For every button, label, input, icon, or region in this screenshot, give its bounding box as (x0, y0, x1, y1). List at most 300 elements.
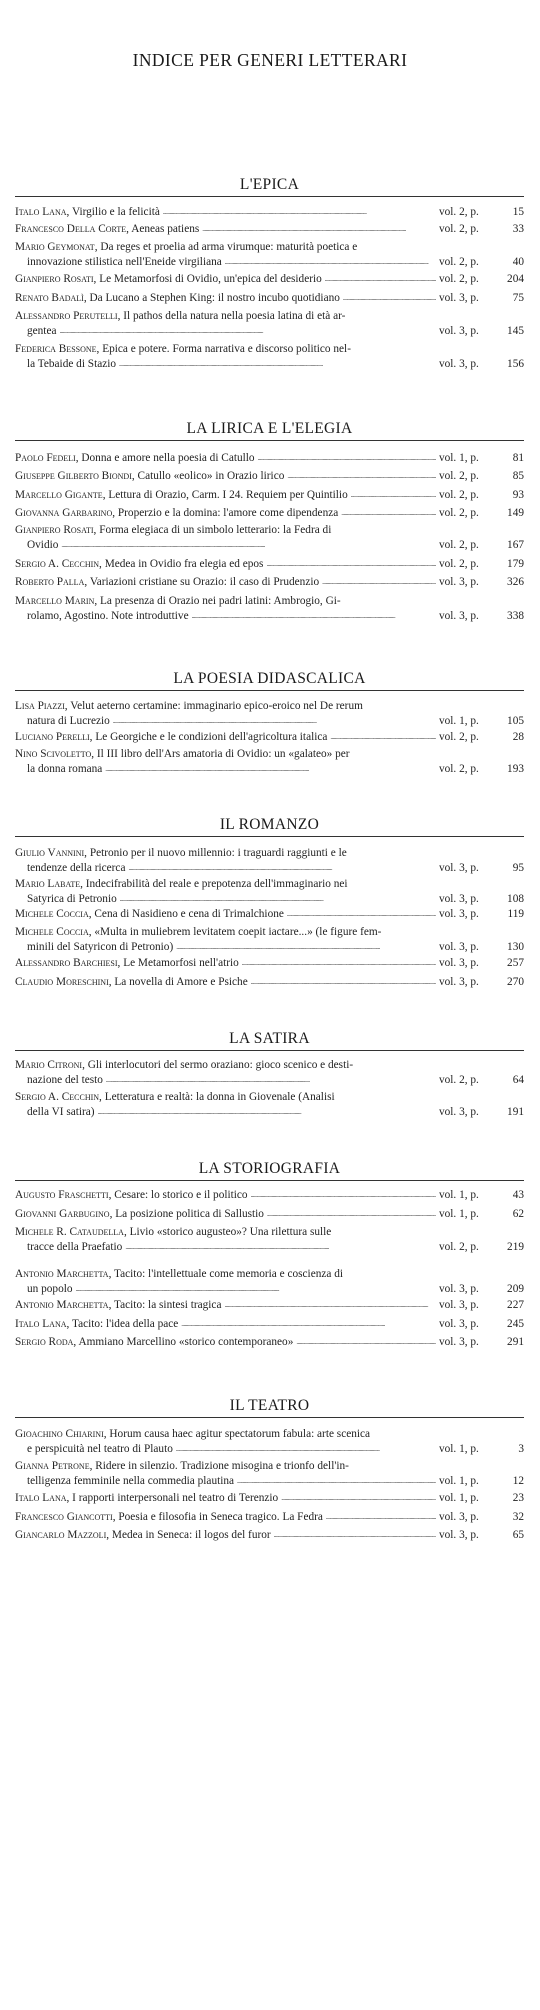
entry-line (15, 575, 524, 590)
dot-leader (27, 538, 436, 554)
dot-leader: Claudio Moreschini, La novella di Amore e Psiche . . . (15, 975, 436, 991)
entry-volume: vol. 1, p. (439, 1189, 479, 1201)
entry-title: Da Lucano a Stephen King: il nostro incubo quotidiano (89, 292, 340, 304)
entry-title: Tacito: l'idea della pace (71, 1318, 179, 1330)
entry-line (15, 1474, 524, 1489)
entry-title: innovazione stilistica nell'Eneide virgiliana (27, 256, 222, 268)
entry-author: Francesco Della Corte (15, 223, 127, 235)
section-title: LA LIRICA E L'ELEGIA (186, 420, 353, 437)
entry-line (15, 907, 524, 922)
index-entry (15, 523, 524, 553)
entry-author: Gianpiero Rosati (15, 273, 94, 285)
entry-page-number: 3 (518, 1443, 524, 1455)
entry-title: Velut aeterno certamine: immaginario epico-eroico nel De rerum (70, 700, 363, 712)
entry-author: Mario Citroni (15, 1059, 83, 1071)
entry-volume: vol. 3, p. (439, 1318, 479, 1330)
entry-line (15, 956, 524, 971)
entry-page-number: 326 (507, 576, 524, 588)
entry-page-number: 204 (507, 273, 524, 285)
index-entry (15, 309, 524, 339)
entry-page-number: 28 (512, 731, 524, 743)
entry-title: Da reges et proelia ad arma virumque: maturità poetica e (100, 241, 358, 253)
index-entry (15, 222, 524, 237)
index-entry (15, 1317, 524, 1332)
entry-author: Michele R. Cataudella (15, 1226, 124, 1238)
entry-author: Paolo Fedeli (15, 452, 76, 464)
entry-page-number: 65 (512, 1529, 524, 1541)
entry-author: Alessandro Barchiesi (15, 957, 118, 969)
entry-line: Giulio Vannini, Petronio per il nuovo millennio: i traguardi raggiunti e le (15, 847, 347, 859)
index-entry (15, 272, 524, 287)
entry-author: Gianna Petrone (15, 1460, 90, 1472)
dot-leader (27, 609, 436, 625)
entry-line (15, 1105, 524, 1120)
entry-line (15, 538, 524, 553)
entry-line: Sergio A. Cecchin, Letteratura e realtà: la donna in Giovenale (Analisi (15, 1091, 335, 1103)
entry-volume: vol. 2, p. (439, 206, 479, 218)
index-entry (15, 291, 524, 306)
entry-volume: vol. 2, p. (439, 507, 479, 519)
dot-leader: Italo Lana, I rapporti interpersonali nel teatro di Terenzio . . . (15, 1491, 436, 1507)
entry-author: Marcello Marin (15, 595, 95, 607)
entry-title: Forma elegiaca di un simbolo letterario: la Fedra di (99, 524, 332, 536)
index-entry (15, 1090, 524, 1120)
entry-volume: vol. 3, p. (439, 1529, 479, 1541)
entry-title: Le Metamorfosi di Ovidio, un'epica del desiderio (99, 273, 322, 285)
index-entry (15, 342, 524, 372)
entry-line: Gianpiero Rosati, Forma elegiaca di un simbolo letterario: la Fedra di (15, 524, 332, 536)
entry-author: Giovanna Garbarino (15, 507, 113, 519)
entry-volume: vol. 3, p. (439, 292, 479, 304)
entry-author: Gianpiero Rosati (15, 524, 94, 536)
dot-leader (27, 1240, 436, 1256)
dot-leader: Alessandro Barchiesi, Le Metamorfosi nell'atrio . . . (15, 956, 436, 972)
entry-line (15, 255, 524, 270)
index-entry (15, 469, 524, 484)
entry-author: Giuseppe Gilberto Biondi (15, 470, 132, 482)
entry-line (15, 1317, 524, 1332)
entry-page-number: 193 (507, 763, 524, 775)
entry-title: I rapporti interpersonali nel teatro di Terenzio (72, 1492, 279, 1504)
index-entry (15, 975, 524, 990)
entry-author: Claudio Moreschini (15, 976, 109, 988)
index-entry (15, 594, 524, 624)
entry-volume: vol. 2, p. (439, 256, 479, 268)
entry-author: Roberto Palla (15, 576, 85, 588)
dot-leader: Gianpiero Rosati, Le Metamorfosi di Ovidio, un'epica del desiderio . . . (15, 272, 436, 288)
dot-leader: Sergio A. Cecchin, Medea in Ovidio fra elegia ed epos . . . (15, 557, 436, 573)
dot-leader (27, 1105, 436, 1121)
entry-title: Poesia e filosofia in Seneca tragico. La Fedra (118, 1511, 323, 1523)
entry-page-number: 291 (507, 1336, 524, 1348)
entry-title: Catullo «eolico» in Orazio lirico (137, 470, 285, 482)
entry-volume: vol. 3, p. (439, 957, 479, 969)
entry-page-number: 75 (512, 292, 524, 304)
entry-volume: vol. 3, p. (439, 576, 479, 588)
entry-title: natura di Lucrezio (27, 715, 110, 727)
entry-line (15, 357, 524, 372)
entry-page-number: 179 (507, 558, 524, 570)
entry-volume: vol. 1, p. (439, 1443, 479, 1455)
dot-leader: Italo Lana, Tacito: l'idea della pace . . . (15, 1317, 436, 1333)
entry-title: Livio «storico augusteo»? Una rilettura sulle (129, 1226, 332, 1238)
dot-leader: Francesco Della Corte, Aeneas patiens . . . (15, 222, 436, 238)
dot-leader: Sergio Roda, Ammiano Marcellino «storico contemporaneo» . . . (15, 1335, 436, 1351)
section-title: L'EPICA (239, 176, 300, 193)
dot-leader (27, 1282, 436, 1298)
entry-volume: vol. 1, p. (439, 1475, 479, 1487)
entry-line (15, 488, 524, 503)
index-entry (15, 240, 524, 270)
entry-line (15, 222, 524, 237)
entry-page-number: 149 (507, 507, 524, 519)
section-title: LA STORIOGRAFIA (198, 1160, 341, 1177)
entry-line: Antonio Marchetta, Tacito: l'intellettuale come memoria e coscienza di (15, 1268, 343, 1280)
entry-volume: vol. 2, p. (439, 223, 479, 235)
entry-page-number: 209 (507, 1283, 524, 1295)
entry-author: Nino Scivoletto (15, 748, 92, 760)
section-title: IL ROMANZO (219, 816, 320, 833)
dot-leader: Giuseppe Gilberto Biondi, Catullo «eolico» in Orazio lirico . . . (15, 469, 436, 485)
entry-title: Gli interlocutori del sermo oraziano: gioco scenico e desti- (87, 1059, 354, 1071)
entry-page-number: 119 (507, 908, 524, 920)
entry-line: Mario Labate, Indecifrabilità del reale e prepotenza dell'immaginario nei (15, 878, 348, 890)
index-entry (15, 1188, 524, 1203)
entry-title: la Tebaide di Stazio (27, 358, 117, 370)
entry-page-number: 12 (512, 1475, 524, 1487)
entry-author: Gioachino Chiarini (15, 1428, 104, 1440)
section-rule (15, 1180, 524, 1181)
entry-title: Epica e potere. Forma narrativa e discorso politico nel- (102, 343, 351, 355)
entry-title: e perspicuità nel teatro di Plauto (27, 1443, 173, 1455)
entry-author: Giancarlo Mazzoli (15, 1529, 107, 1541)
dot-leader: Francesco Giancotti, Poesia e filosofia in Seneca tragico. La Fedra . . . (15, 1510, 436, 1526)
index-entry (15, 747, 524, 777)
entry-title: minili del Satyricon di Petronio) (27, 941, 174, 953)
entry-title: Le Metamorfosi nell'atrio (123, 957, 239, 969)
section-title: LA SATIRA (229, 1030, 310, 1047)
entry-volume: vol. 3, p. (439, 908, 479, 920)
entry-title: Donna e amore nella poesia di Catullo (81, 452, 255, 464)
entry-line (15, 1335, 524, 1350)
entry-author: Federica Bessone (15, 343, 97, 355)
page-title: INDICE PER GENERI LETTERARI (132, 50, 408, 70)
entry-volume: vol. 3, p. (439, 358, 479, 370)
index-entry (15, 907, 524, 922)
entry-page-number: 191 (507, 1106, 524, 1118)
entry-author: Italo Lana (15, 1318, 67, 1330)
entry-line (15, 762, 524, 777)
entry-page-number: 33 (512, 223, 524, 235)
entry-title: nazione del testo (27, 1074, 103, 1086)
dot-leader: Giovanna Garbarino, Properzio e la domina: l'amore come dipendenza . . . (15, 506, 436, 522)
entry-title: Tacito: la sintesi tragica (114, 1299, 222, 1311)
dot-leader: Augusto Fraschetti, Cesare: lo storico e il politico . . . (15, 1188, 436, 1204)
entry-line: Michele R. Cataudella, Livio «storico augusteo»? Una rilettura sulle (15, 1226, 332, 1238)
section-rule (15, 690, 524, 691)
entry-title: La presenza di Orazio nei padri latini: Ambrogio, Gi- (100, 595, 341, 607)
entry-author: Sergio A. Cecchin (15, 558, 100, 570)
entry-title: Ridere in silenzio. Tradizione misogina e trionfo dell'in- (95, 1460, 349, 1472)
dot-leader (27, 714, 436, 730)
entry-line (15, 861, 524, 876)
entry-author: Francesco Giancotti (15, 1511, 113, 1523)
entry-volume: vol. 3, p. (439, 1511, 479, 1523)
entry-line (15, 205, 524, 220)
entry-line (15, 469, 524, 484)
entry-author: Giovanni Garbugino (15, 1208, 110, 1220)
entry-title: La posizione politica di Sallustio (115, 1208, 264, 1220)
dot-leader (27, 1073, 436, 1089)
entry-author: Mario Geymonat (15, 241, 95, 253)
entry-title: Ovidio (27, 539, 59, 551)
entry-line (15, 324, 524, 339)
index-entry (15, 1427, 524, 1457)
entry-author: Renato Badalì (15, 292, 84, 304)
entry-page-number: 167 (507, 539, 524, 551)
entry-page-number: 62 (512, 1208, 524, 1220)
index-entry (15, 506, 524, 521)
entry-volume: vol. 3, p. (439, 976, 479, 988)
entry-title: Il III libro dell'Ars amatoria di Ovidio: un «galateo» per (96, 748, 350, 760)
dot-leader (27, 861, 436, 877)
entry-line: Mario Geymonat, Da reges et proelia ad arma virumque: maturità poetica e (15, 241, 358, 253)
index-entry (15, 699, 524, 729)
entry-volume: vol. 2, p. (439, 731, 479, 743)
entry-line (15, 609, 524, 624)
entry-page-number: 32 (512, 1511, 524, 1523)
entry-title: Ammiano Marcellino «storico contemporaneo» (78, 1336, 294, 1348)
entry-title: Letteratura e realtà: la donna in Giovenale (Analisi (104, 1091, 335, 1103)
entry-volume: vol. 1, p. (439, 1492, 479, 1504)
index-entry (15, 1058, 524, 1088)
entry-page-number: 145 (507, 325, 524, 337)
section-rule (15, 836, 524, 837)
entry-title: La novella di Amore e Psiche (114, 976, 248, 988)
section-title: LA POESIA DIDASCALICA (173, 670, 366, 687)
entry-volume: vol. 3, p. (439, 941, 479, 953)
entry-line: Lisa Piazzi, Velut aeterno certamine: immaginario epico-eroico nel De rerum (15, 700, 363, 712)
index-entry (15, 1459, 524, 1489)
dot-leader: Luciano Perelli, Le Georgiche e le condizioni dell'agricoltura italica . . . (15, 730, 436, 746)
entry-page-number: 15 (512, 206, 524, 218)
entry-line: Mario Citroni, Gli interlocutori del sermo oraziano: gioco scenico e desti- (15, 1059, 354, 1071)
entry-page-number: 105 (507, 715, 524, 727)
entry-page-number: 257 (507, 957, 524, 969)
entry-title: Petronio per il nuovo millennio: i traguardi raggiunti e le (89, 847, 347, 859)
section-rule (15, 1050, 524, 1051)
dot-leader (27, 1442, 436, 1458)
entry-page-number: 95 (512, 862, 524, 874)
entry-title: gentea (27, 325, 57, 337)
entry-line (15, 557, 524, 572)
entry-title: telligenza femminile nella commedia plautina (27, 1475, 235, 1487)
dot-leader: Giancarlo Mazzoli, Medea in Seneca: il logos del furor . . . (15, 1528, 436, 1544)
entry-page-number: 23 (512, 1492, 524, 1504)
entry-line: Federica Bessone, Epica e potere. Forma narrativa e discorso politico nel- (15, 343, 351, 355)
index-entry (15, 1225, 524, 1255)
entry-line (15, 1442, 524, 1457)
entry-page-number: 156 (507, 358, 524, 370)
entry-volume: vol. 2, p. (439, 539, 479, 551)
entry-author: Lisa Piazzi (15, 700, 65, 712)
entry-title: tracce della Praefatio (27, 1241, 123, 1253)
entry-volume: vol. 3, p. (439, 610, 479, 622)
index-entry (15, 925, 524, 955)
entry-author: Michele Coccia (15, 926, 89, 938)
entry-title: un popolo (27, 1283, 73, 1295)
entry-line (15, 291, 524, 306)
entry-author: Sergio Roda (15, 1336, 74, 1348)
index-entry (15, 575, 524, 590)
entry-title: Aeneas patiens (131, 223, 200, 235)
entry-author: Giulio Vannini (15, 847, 85, 859)
entry-author: Italo Lana (15, 1492, 67, 1504)
entry-line (15, 1282, 524, 1297)
entry-line (15, 940, 524, 955)
entry-author: Antonio Marchetta (15, 1268, 109, 1280)
entry-title: Le Georgiche e le condizioni dell'agricoltura italica (95, 731, 328, 743)
entry-volume: vol. 2, p. (439, 489, 479, 501)
dot-leader (27, 762, 436, 778)
index-entry (15, 451, 524, 466)
entry-line: Michele Coccia, «Multa in muliebrem levitatem coepit iactare...» (le figure fem- (15, 926, 382, 938)
entry-line (15, 1528, 524, 1543)
entry-line (15, 892, 524, 907)
entry-title: Medea in Ovidio fra elegia ed epos (104, 558, 264, 570)
index-entry (15, 488, 524, 503)
entry-line (15, 1073, 524, 1088)
dot-leader (27, 255, 436, 271)
entry-page-number: 40 (512, 256, 524, 268)
entry-title: Tacito: l'intellettuale come memoria e coscienza di (114, 1268, 343, 1280)
entry-title: Properzio e la domina: l'amore come dipendenza (117, 507, 339, 519)
entry-volume: vol. 3, p. (439, 893, 479, 905)
index-entry (15, 730, 524, 745)
entry-title: Indecifrabilità del reale e prepotenza dell'immaginario nei (85, 878, 348, 890)
entry-line: Alessandro Perutelli, Il pathos della natura nella poesia latina di età ar- (15, 310, 346, 322)
entry-author: Sergio A. Cecchin (15, 1091, 100, 1103)
entry-author: Michele Coccia (15, 908, 89, 920)
entry-title: rolamo, Agostino. Note introduttive (27, 610, 189, 622)
entry-volume: vol. 3, p. (439, 1336, 479, 1348)
entry-title: Horum causa haec agitur spectatorum fabula: arte scenica (109, 1428, 371, 1440)
entry-page-number: 270 (507, 976, 524, 988)
entry-title: «Multa in muliebrem levitatem coepit iactare...» (le figure fem- (94, 926, 382, 938)
entry-page-number: 93 (512, 489, 524, 501)
entry-page-number: 219 (507, 1241, 524, 1253)
entry-page-number: 227 (507, 1299, 524, 1311)
entry-volume: vol. 1, p. (439, 715, 479, 727)
entry-page-number: 245 (507, 1318, 524, 1330)
dot-leader (27, 940, 436, 956)
index-entry (15, 1335, 524, 1350)
entry-volume: vol. 2, p. (439, 558, 479, 570)
entry-line (15, 730, 524, 745)
entry-volume: vol. 3, p. (439, 325, 479, 337)
entry-author: Antonio Marchetta (15, 1299, 109, 1311)
entry-volume: vol. 2, p. (439, 273, 479, 285)
entry-title: Cesare: lo storico e il politico (114, 1189, 248, 1201)
section-rule (15, 440, 524, 441)
entry-line: Gianna Petrone, Ridere in silenzio. Tradizione misogina e trionfo dell'in- (15, 1460, 349, 1472)
entry-line: Gioachino Chiarini, Horum causa haec agitur spectatorum fabula: arte scenica (15, 1428, 371, 1440)
index-entry (15, 846, 524, 876)
index-entry (15, 1298, 524, 1313)
entry-volume: vol. 2, p. (439, 1074, 479, 1086)
dot-leader (27, 892, 436, 908)
entry-line (15, 1491, 524, 1506)
entry-line (15, 451, 524, 466)
entry-volume: vol. 3, p. (439, 1283, 479, 1295)
entry-volume: vol. 3, p. (439, 1299, 479, 1311)
entry-line (15, 1207, 524, 1222)
entry-line (15, 975, 524, 990)
dot-leader: Antonio Marchetta, Tacito: la sintesi tragica . . . (15, 1298, 436, 1314)
entry-page-number: 338 (507, 610, 524, 622)
index-entry (15, 205, 524, 220)
entry-page-number: 43 (512, 1189, 524, 1201)
index-entry (15, 956, 524, 971)
entry-author: Marcello Gigante (15, 489, 103, 501)
entry-title: Variazioni cristiane su Orazio: il caso di Prudenzio (89, 576, 320, 588)
dot-leader: Marcello Gigante, Lettura di Orazio, Carm. I 24. Requiem per Quintilio . . . (15, 488, 436, 504)
entry-title: della VI satira) (27, 1106, 95, 1118)
entry-page-number: 130 (507, 941, 524, 953)
entry-volume: vol. 2, p. (439, 1241, 479, 1253)
entry-title: Medea in Seneca: il logos del furor (111, 1529, 271, 1541)
entry-volume: vol. 3, p. (439, 1106, 479, 1118)
dot-leader (27, 1474, 436, 1490)
entry-volume: vol. 2, p. (439, 763, 479, 775)
dot-leader: Michele Coccia, Cena di Nasidieno e cena di Trimalchione . . . (15, 907, 436, 923)
entry-author: Augusto Fraschetti (15, 1189, 109, 1201)
entry-line (15, 714, 524, 729)
entry-title: Virgilio e la felicità (71, 206, 160, 218)
dot-leader: Giovanni Garbugino, La posizione politica di Sallustio . . . (15, 1207, 436, 1223)
entry-title: la donna romana (27, 763, 103, 775)
entry-page-number: 81 (512, 452, 524, 464)
section-rule (15, 196, 524, 197)
dot-leader: Roberto Palla, Variazioni cristiane su Orazio: il caso di Prudenzio . . . (15, 575, 436, 591)
dot-leader: Paolo Fedeli, Donna e amore nella poesia di Catullo . . . (15, 451, 436, 467)
index-entry (15, 1510, 524, 1525)
entry-page-number: 85 (512, 470, 524, 482)
dot-leader (27, 324, 436, 340)
index-entry (15, 1528, 524, 1543)
entry-title: Il pathos della natura nella poesia latina di età ar- (123, 310, 346, 322)
entry-line (15, 1188, 524, 1203)
entry-volume: vol. 1, p. (439, 452, 479, 464)
entry-title: Lettura di Orazio, Carm. I 24. Requiem per Quintilio (108, 489, 348, 501)
entry-volume: vol. 3, p. (439, 862, 479, 874)
index-entry (15, 557, 524, 572)
index-entry (15, 877, 524, 907)
entry-line (15, 1240, 524, 1255)
entry-line: Nino Scivoletto, Il III libro dell'Ars amatoria di Ovidio: un «galateo» per (15, 748, 350, 760)
entry-author: Alessandro Perutelli (15, 310, 118, 322)
dot-leader: Italo Lana, Virgilio e la felicità . . . (15, 205, 436, 221)
index-entry (15, 1267, 524, 1297)
entry-line (15, 272, 524, 287)
entry-line (15, 1298, 524, 1313)
entry-title: Satyrica di Petronio (27, 893, 117, 905)
dot-leader (27, 357, 436, 373)
entry-author: Mario Labate (15, 878, 81, 890)
entry-page-number: 64 (512, 1074, 524, 1086)
entry-title: Cena di Nasidieno e cena di Trimalchione (94, 908, 284, 920)
section-title: IL TEATRO (229, 1397, 310, 1414)
